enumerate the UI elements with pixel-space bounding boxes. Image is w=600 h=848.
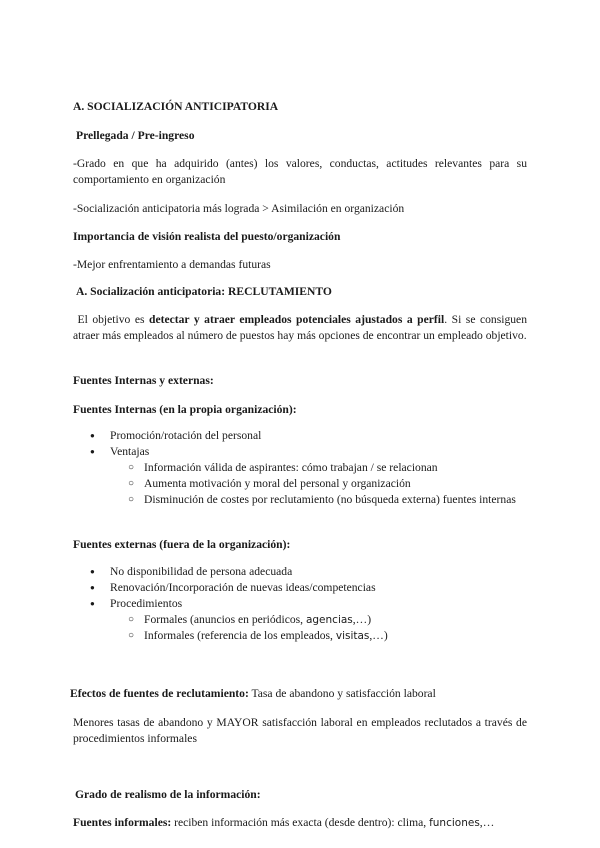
paragraph-socializacion: -Socialización anticipatoria más lograda > Asimilación en organización [73, 202, 405, 215]
list-item: ● Procedimientos [90, 596, 527, 612]
list-item: ● Promoción/rotación del personal [90, 428, 527, 444]
list-item: ○ Informales (referencia de los empleados, visitas,…) [128, 628, 527, 644]
internas-list [90, 428, 527, 460]
heading-fuentes-externas: Fuentes externas (fuera de la organización): [73, 538, 291, 551]
paragraph-efectos: Efectos de fuentes de reclutamiento: Tasa de abandono y satisfacción laboral [70, 687, 436, 700]
list-item: ● Renovación/Incorporación de nuevas ideas/competencias [90, 580, 527, 596]
paragraph-menores: Menores tasas de abandono y MAYOR satisfacción laboral en empleados reclutados a través de procedimientos informales [73, 716, 527, 745]
paragraph-objetivo: El objetivo es detectar y atraer empleados potenciales ajustados a perfil. Si se consiguen atraer más empleados al número de puestos hay más opciones de encontrar un empleado objetivo. [73, 313, 527, 342]
paragraph-grado: -Grado en que ha adquirido (antes) los valores, conductas, actitudes relevantes para su comportamiento en organización [73, 157, 527, 186]
list-item: ○ Información válida de aspirantes: cómo trabajan / se relacionan [128, 460, 527, 476]
list-item: ○ Aumenta motivación y moral del personal y organización [128, 476, 527, 492]
heading-fuentes: Fuentes Internas y externas: [73, 374, 214, 387]
list-item: ● Ventajas [90, 444, 527, 460]
externas-list [90, 564, 527, 612]
ventajas-sublist [128, 460, 527, 508]
list-item: ○ Disminución de costes por reclutamiento (no búsqueda externa) fuentes internas [128, 492, 527, 508]
procedimientos-sublist [128, 612, 527, 644]
list-item: ○ Formales (anuncios en periódicos, agencias,…) [128, 612, 527, 628]
heading-prellegada: Prellegada / Pre-ingreso [76, 129, 195, 142]
paragraph-fuentes-informales: Fuentes informales: reciben información más exacta (desde dentro): clima, funciones,… [73, 816, 495, 829]
heading-fuentes-internas: Fuentes Internas (en la propia organización): [73, 403, 297, 416]
heading-socializacion-anticipatoria: A. SOCIALIZACIÓN ANTICIPATORIA [73, 100, 279, 113]
heading-importancia: Importancia de visión realista del puesto/organización [73, 230, 341, 243]
list-item: ● No disponibilidad de persona adecuada [90, 564, 527, 580]
heading-reclutamiento: A. Socialización anticipatoria: RECLUTAMIENTO [76, 285, 332, 298]
paragraph-mejor: -Mejor enfrentamiento a demandas futuras [73, 258, 271, 271]
heading-grado-realismo: Grado de realismo de la información: [75, 788, 261, 801]
